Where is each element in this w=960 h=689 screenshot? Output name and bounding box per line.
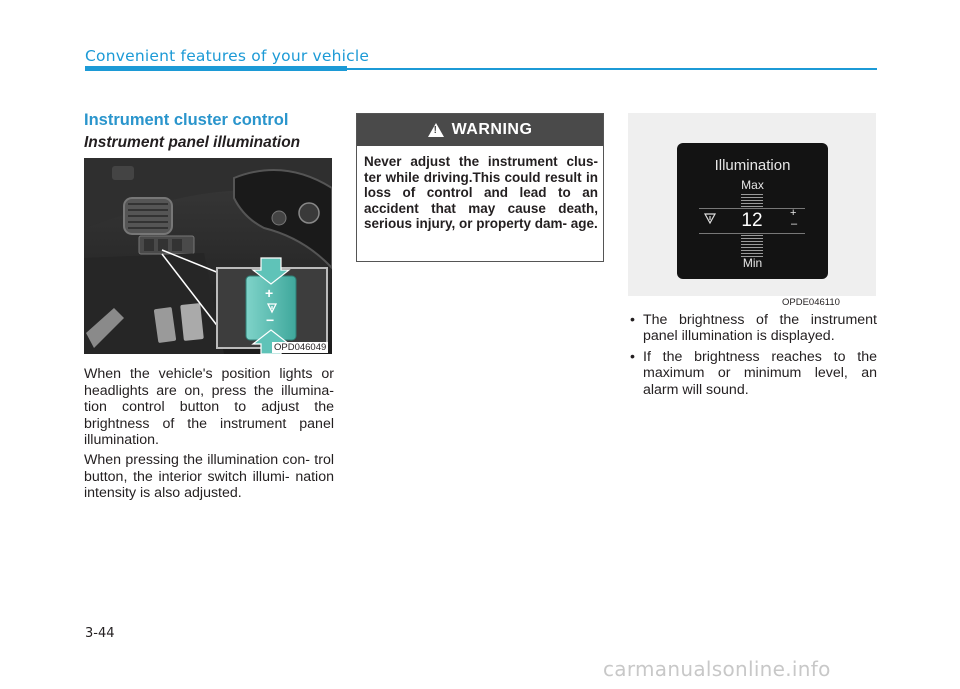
warning-title: WARNING [451,121,533,138]
warning-text: Never adjust the instrument clus- ter while driving.This could result in loss of control and lead to an accident that may cause death, serious injury, or property dam- age. [364,154,598,231]
lower-level-ticks [741,235,763,257]
screen-value: 12 [741,210,763,231]
header-rule [347,68,877,70]
bullet-item: • The brightness of the instrument panel illumination is displayed. [630,312,877,345]
screen-plus-label: + [790,207,797,219]
illumination-display-screen [677,143,828,279]
subsection-title: Instrument panel illumination [84,134,301,151]
screen-title: Illumination [714,157,791,174]
upper-level-ticks [741,194,763,208]
screen-divider-bottom [699,233,805,234]
watermark: carmanualsonline.info [603,657,831,681]
dashboard-illustration [84,158,332,354]
bullet-item: • If the brightness reaches to the maximum or minimum level, an alarm will sound. [630,348,877,398]
right-figure-caption: OPDE046110 [782,297,840,308]
screen-minus-label: – [791,218,798,230]
warning-triangle-icon: ! [428,123,444,137]
bullet-list [628,312,877,402]
chapter-header-title: Convenient features of your vehicle [85,47,370,65]
screen-min-label: Min [742,256,763,270]
paragraph-2: When pressing the illumination con- trol button, the interior switch illumi- nation intensity is also adjusted. [84,452,334,502]
photo-minus-label: − [266,312,275,328]
screen-max-label: Max [741,178,764,192]
warning-header [357,114,603,146]
dashboard-photo [84,158,332,354]
bullet-text: If the brightness reaches to the maximum or minimum level, an alarm will sound. [643,348,877,398]
section-title: Instrument cluster control [84,111,289,129]
photo-plus-label: + [265,285,274,301]
screen-illumination-icon [703,211,717,230]
header-accent-bar [85,66,347,71]
paragraph-1: When the vehicle's position lights or headlights are on, press the illumina- tion control button to adjust the brightness of the instrument panel illumination. [84,366,334,449]
warning-box [356,113,604,262]
page-number: 3-44 [85,626,115,641]
left-figure-caption: OPD046049 [274,342,327,353]
bullet-text: The brightness of the instrument panel illumination is displayed. [643,312,877,345]
